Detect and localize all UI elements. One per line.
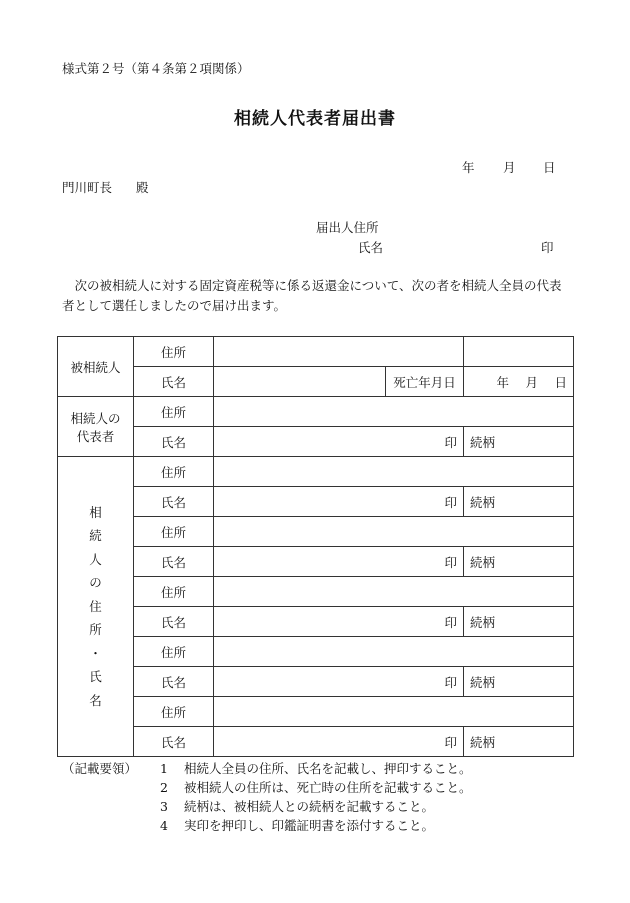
address-label: 住所	[134, 337, 214, 367]
relation-label: 続柄	[464, 487, 574, 517]
table-row	[58, 457, 574, 487]
table-row	[58, 397, 574, 427]
applicant-address-label: 届出人住所	[316, 220, 379, 235]
address-label: 住所	[134, 457, 214, 487]
addressee-honorific: 殿	[136, 180, 149, 195]
name-label: 氏名	[134, 607, 214, 637]
address-label: 住所	[134, 697, 214, 727]
heir-name-cell[interactable]: 印	[214, 667, 464, 697]
heir-name-cell[interactable]: 印	[214, 607, 464, 637]
heirs-label-char: 相	[89, 504, 102, 520]
applicant-name-label: 氏名	[358, 240, 384, 255]
decedent-address-cell[interactable]	[214, 337, 464, 367]
relation-label: 続柄	[464, 667, 574, 697]
heirs-label-char: 住	[89, 598, 102, 614]
heir-address-cell[interactable]	[214, 577, 574, 607]
table-row	[58, 667, 574, 697]
heirs-label-char: 続	[89, 528, 102, 544]
heir-address-cell[interactable]	[214, 517, 574, 547]
address-label: 住所	[134, 577, 214, 607]
list-item: 3 続柄は、被相続人との続柄を記載すること。	[160, 799, 435, 814]
representative-address-cell[interactable]	[214, 397, 574, 427]
heirs-label-char: の	[89, 575, 102, 591]
name-label: 氏名	[134, 367, 214, 397]
heir-table	[57, 336, 574, 757]
table-row	[58, 367, 574, 397]
death-date-label: 死亡年月日	[386, 367, 464, 397]
form-id: 様式第２号（第４条第２項関係）	[62, 61, 250, 76]
heir-name-cell[interactable]: 印	[214, 487, 464, 517]
notes-heading: （記載要領）	[62, 761, 138, 776]
relation-label: 続柄	[464, 607, 574, 637]
heir-address-cell[interactable]	[214, 697, 574, 727]
notes-list	[160, 759, 472, 835]
heirs-label-char: 名	[89, 692, 102, 708]
address-label: 住所	[134, 517, 214, 547]
representative-label	[58, 397, 134, 457]
representative-name-cell[interactable]: 印	[214, 427, 464, 457]
table-row	[58, 577, 574, 607]
list-item: 2 被相続人の住所は、死亡時の住所を記載すること。	[160, 780, 472, 795]
address-label: 住所	[134, 637, 214, 667]
addressee	[62, 178, 149, 196]
table-row	[58, 487, 574, 517]
addressee-name: 門川町長	[62, 180, 113, 195]
relation-label: 続柄	[464, 427, 574, 457]
date-year-label: 年	[462, 160, 475, 175]
date-day-label: 日	[543, 160, 556, 175]
table-row	[58, 547, 574, 577]
table-row	[58, 517, 574, 547]
heir-address-cell[interactable]	[214, 457, 574, 487]
representative-label-line1: 相続人の	[70, 410, 121, 426]
table-row	[58, 337, 574, 367]
name-label: 氏名	[134, 547, 214, 577]
table-row	[58, 427, 574, 457]
relation-label: 続柄	[464, 727, 574, 757]
table-row	[58, 607, 574, 637]
relation-label: 続柄	[464, 547, 574, 577]
blank-cell	[464, 337, 574, 367]
name-label: 氏名	[134, 427, 214, 457]
date-month-label: 月	[503, 160, 516, 175]
address-label: 住所	[134, 397, 214, 427]
page-title: 相続人代表者届出書	[234, 109, 396, 129]
name-label: 氏名	[134, 667, 214, 697]
table-row	[58, 697, 574, 727]
body-text: 次の被相続人に対する固定資産税等に係る返還金について、次の者を相続人全員の代表者として選任しましたので届け出ます。	[62, 278, 562, 313]
death-date-value[interactable]: 年 月 日	[464, 367, 574, 397]
heirs-label-char: 所	[89, 622, 102, 638]
decedent-name-cell[interactable]	[214, 367, 386, 397]
name-label: 氏名	[134, 487, 214, 517]
list-item: 4 実印を押印し、印鑑証明書を添付すること。	[160, 818, 435, 833]
name-label: 氏名	[134, 727, 214, 757]
heirs-label	[58, 457, 134, 757]
list-item: 1 相続人全員の住所、氏名を記載し、押印すること。	[160, 761, 472, 776]
heirs-label-char: 氏	[89, 669, 102, 685]
heirs-label-char: ・	[89, 645, 102, 661]
heir-name-cell[interactable]: 印	[214, 547, 464, 577]
heir-address-cell[interactable]	[214, 637, 574, 667]
heir-name-cell[interactable]: 印	[214, 727, 464, 757]
table-row	[58, 727, 574, 757]
table-row	[58, 637, 574, 667]
applicant-seal: 印	[541, 240, 554, 255]
decedent-label: 被相続人	[58, 337, 134, 397]
heirs-label-char: 人	[89, 551, 102, 567]
representative-label-line2: 代表者	[76, 428, 115, 444]
